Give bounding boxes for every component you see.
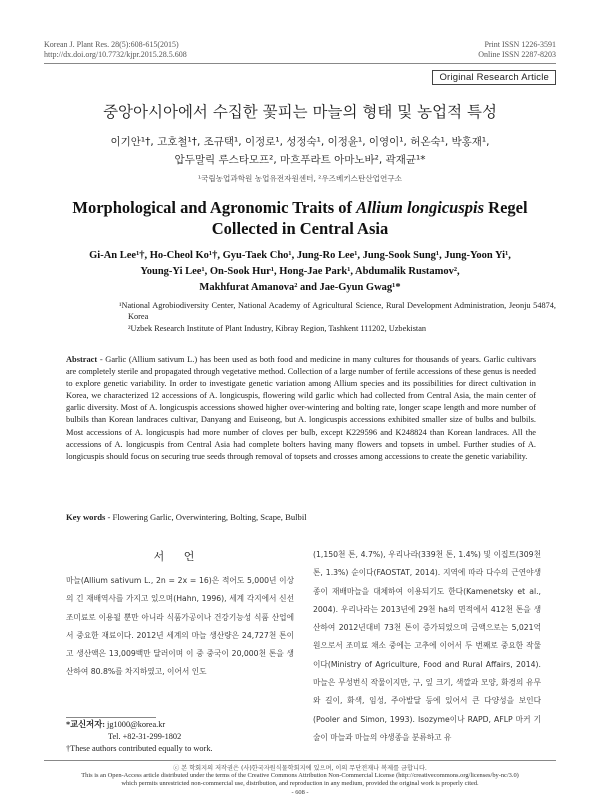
abstract xyxy=(66,354,536,463)
english-title-pre: Morphological and Agronomic Traits of xyxy=(72,198,357,217)
corresponding-email[interactable]: jg1000@korea.kr xyxy=(104,720,166,729)
copyright-notice: ⓒ 본 학회지의 저작권은 (사)한국자원식물학회지에 있으며, 이의 무단전재나 복제를 금합니다. xyxy=(173,765,427,772)
keywords-text: - Flowering Garlic, Overwintering, Bolting, Scape, Bulbil xyxy=(105,512,307,522)
korean-authors-line1: 이기안¹†, 고호철¹†, 조규택¹, 이정로¹, 성정숙¹, 이정윤¹, 이영이¹, 허온숙¹, 박홍재¹, xyxy=(110,136,490,148)
header-rule xyxy=(44,63,556,64)
article-type-badge: Original Research Article xyxy=(432,70,556,85)
journal-citation: Korean J. Plant Res. 28(5):608-615(2015) xyxy=(44,40,179,49)
footer-rule xyxy=(44,760,556,761)
license-line2: which permits unrestricted non-commercial use, distribution, and reproduction in any medium, provided the original work is properly cited. xyxy=(121,780,479,787)
corresponding-label: *교신저자: xyxy=(66,720,105,729)
doi-link[interactable]: http://dx.doi.org/10.7732/kjpr.2015.28.5.608 xyxy=(44,50,187,59)
intro-left-column: 마늘(Allium sativum L., 2n = 2x = 16)은 적어도 5,000년 이상의 긴 재배역사를 가지고 있으며(Hahn, 1996), 세계 각지에서 신선조미료로 이용될 뿐만 아니라 식품가공이나 건강기능성 식품 산업에서 중요한 재료이다. 2012년 세계의 마늘 생산량은 24,727천 톤이고 생산액은 13,009백만 달러이며 이 중 중국이 20,000천 톤을 생산하여 80.8%를 차지하였고, 이어서 인도 xyxy=(66,576,294,677)
english-affiliation-1: ¹National Agrobiodiversity Center, National Academy of Agricultural Science, Rural Development Administration, Jeonju 54874, Korea xyxy=(119,301,556,321)
keywords xyxy=(66,512,536,522)
korean-affiliation: ¹국립농업과학원 농업유전자원센터, ²우즈베키스탄산업연구소 xyxy=(197,174,403,183)
online-issn: Online ISSN 2287-8203 xyxy=(478,50,556,59)
abstract-label: Abstract xyxy=(66,355,98,364)
page-number: - 608 - xyxy=(291,789,309,796)
english-authors-line2: Young-Yi Lee¹, On-Sook Hur¹, Hong-Jae Park¹, Abdumalik Rustamov², xyxy=(140,266,460,277)
english-authors-line3: Makhfurat Amanova² and Jae-Gyun Gwag¹* xyxy=(199,282,401,293)
print-issn: Print ISSN 1226-3591 xyxy=(484,40,556,49)
korean-authors-line2: 압두말릭 루스타모프², 마흐푸라트 아마노바², 곽재균¹* xyxy=(174,154,426,166)
english-title-species: Allium longicuspis xyxy=(356,198,485,217)
english-authors-line1: Gi-An Lee¹†, Ho-Cheol Ko¹†, Gyu-Taek Cho¹, Jung-Ro Lee¹, Jung-Sook Sung¹, Jung-Yoon Yi¹, xyxy=(89,250,511,261)
english-affiliation-2: ²Uzbek Research Institute of Plant Industry, Kibray Region, Tashkent 111202, Uzbekistan xyxy=(128,324,427,333)
english-title-line1 xyxy=(0,198,600,218)
footnote-rule xyxy=(66,717,156,718)
section-title-introduction: 서 언 xyxy=(153,550,203,563)
korean-title: 중앙아시아에서 수집한 꽃피는 마늘의 형태 및 농업적 특성 xyxy=(103,103,497,121)
corresponding-author xyxy=(66,719,165,731)
license-line1: This is an Open-Access article distributed under the terms of the Creative Commons Attribution Non-Commercial License (http://creativecommons.org/licenses/by-nc/3.0) xyxy=(81,772,519,779)
keywords-label: Key words xyxy=(66,512,106,522)
intro-right-column: (1,150천 톤, 4.7%), 우리나라(339천 톤, 1.4%) 및 이집트(309천 톤, 1.3%) 순이다(FAOSTAT, 2014). 지역에 따라 다수의 근연야생종이 재배마늘을 대체하여 이용되기도 한다(Kamenetsky et al., 2004). 우리나라는 2013년에 29천 ha의 면적에서 412천 톤을 생산하여 2012년대비 73천 톤이 증가되었으며 금액으로는 5,021억 원으로서 조미료 채소 중에는 고추에 이어서 두 번째로 중요한 작물이다(Ministry of Agriculture, Food and Rural Affairs, 2014). 마늘은 무성번식 작물이지만, 구, 잎 크기, 색깔과 모양, 화경의 유무와 길이, 화색, 임성, 주아발달 등에 있어서 큰 다양성을 보인다(Pooler and Simon, 1993). Isozyme이나 RAPD, AFLP 마커 기술이 마늘과 마늘의 야생종을 분류하고 유 xyxy=(313,550,541,742)
equal-contribution-note: †These authors contributed equally to work. xyxy=(66,744,213,753)
corresponding-tel: Tel. +82-31-299-1802 xyxy=(108,732,182,741)
english-title-post: Regel xyxy=(484,198,528,217)
abstract-text: - Garlic (Allium sativum L.) has been used as both food and medicine in many cultures for thousands of years. Garlic cultivars are completely sterile and propagated through vegetative method. Collection of a large number of fertile accessions of these genus is needed to explore genetic variability. In order to investigate genetic variation among Allium species and its possibilities for direct cultivation in Korea, we characterized 12 accessions of A. longicuspis, flowering wild garlic which had collected from Central Asia, the main center of garlic diversity. Most of A. longicuspis accessions showed higher over-wintering and bolting rate, longer scape length and more number of bulbils than Korean landraces cultivar, Danyang and Euiseong, but A. longicuspis accessions exhibited smaller size of bulbs and bulbils. Most accessions of A. longicuspis had more number of cloves per bulb, except K229596 and K248824 than Korean landraces. All the accessions of A. longicuspis from Central Asia had complete bolters having many flowers and topsets in umbel. Further studies of A. longicuspis should focus on securing true seeds through removal of topsets and crosses among accessions to create the genetic variability. xyxy=(66,355,536,461)
english-title-line2: Collected in Central Asia xyxy=(211,219,389,238)
